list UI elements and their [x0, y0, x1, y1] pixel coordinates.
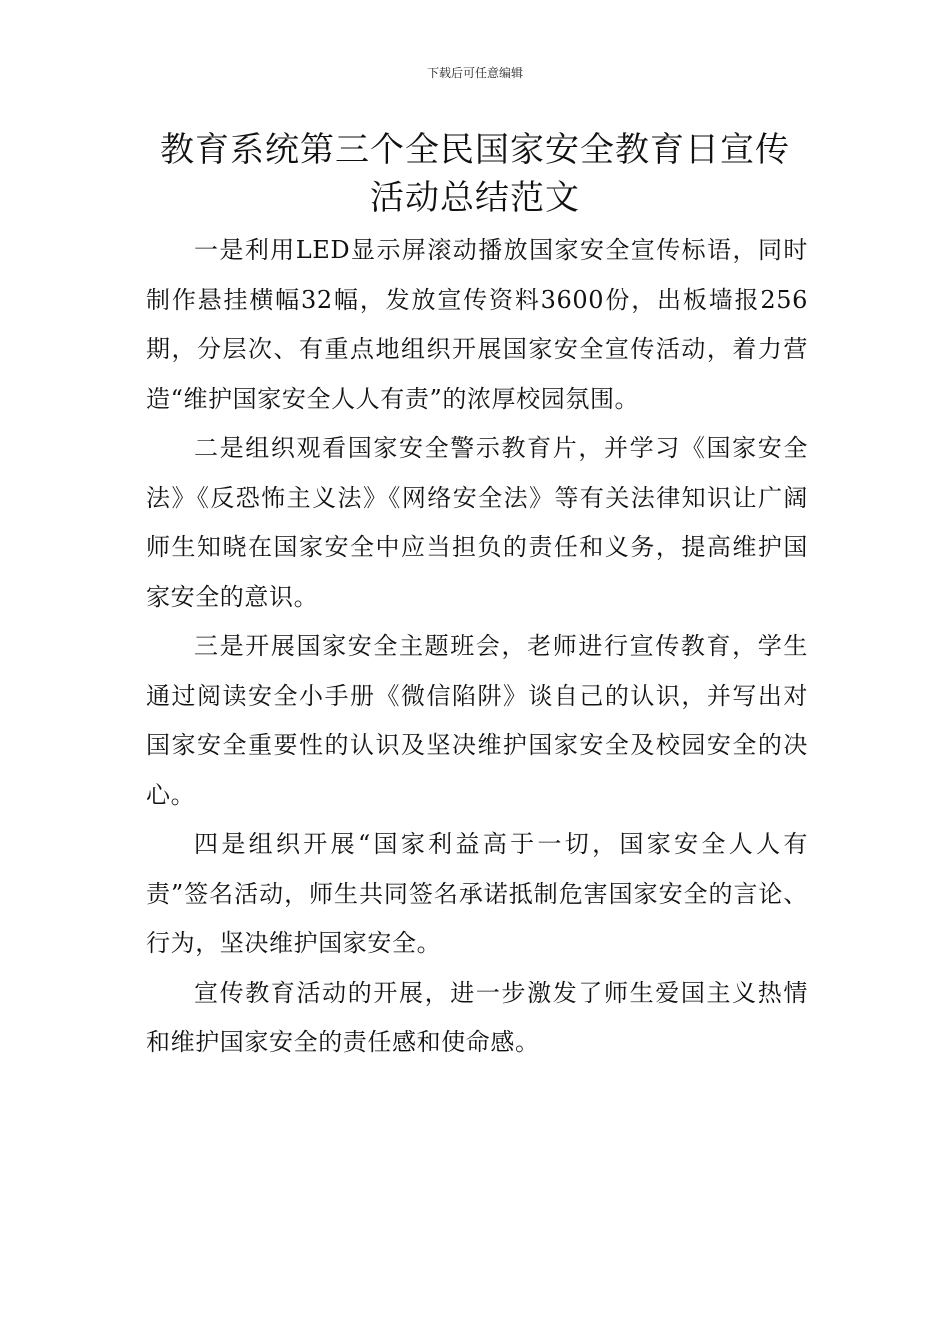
document-title — [130, 126, 820, 222]
paragraph-4: 四是组织开展“国家利益高于一切，国家安全人人有责”签名活动，师生共同签名承诺抵制危害国家安全的言论、行为，坚决维护国家安全。 — [146, 830, 808, 957]
paragraph-5: 宣传教育活动的开展，进一步激发了师生爱国主义热情和维护国家安全的责任感和使命感。 — [146, 978, 808, 1056]
document-body — [146, 226, 808, 1068]
paragraph-2: 二是组织观看国家安全警示教育片，并学习《国家安全法》《反恐怖主义法》《网络安全法》等有关法律知识让广阔师生知晓在国家安全中应当担负的责任和义务，提高维护国家安全的意识。 — [146, 434, 808, 611]
header-note: 下载后可任意编辑 — [426, 66, 523, 80]
title-line-1: 教育系统第三个全民国家安全教育日宣传 — [160, 130, 790, 170]
paragraph-1: 一是利用LED显示屏滚动播放国家安全宣传标语，同时制作悬挂横幅32幅，发放宣传资料3600份，出板墙报256期，分层次、有重点地组织开展国家安全宣传活动，着力营造“维护国家安全人人有责”的浓厚校园氛围。 — [146, 236, 808, 413]
title-line-2: 活动总结范文 — [370, 178, 580, 218]
paragraph-3: 三是开展国家安全主题班会，老师进行宣传教育，学生通过阅读安全小手册《微信陷阱》谈自己的认识，并写出对国家安全重要性的认识及坚决维护国家安全及校园安全的决心。 — [146, 632, 808, 809]
